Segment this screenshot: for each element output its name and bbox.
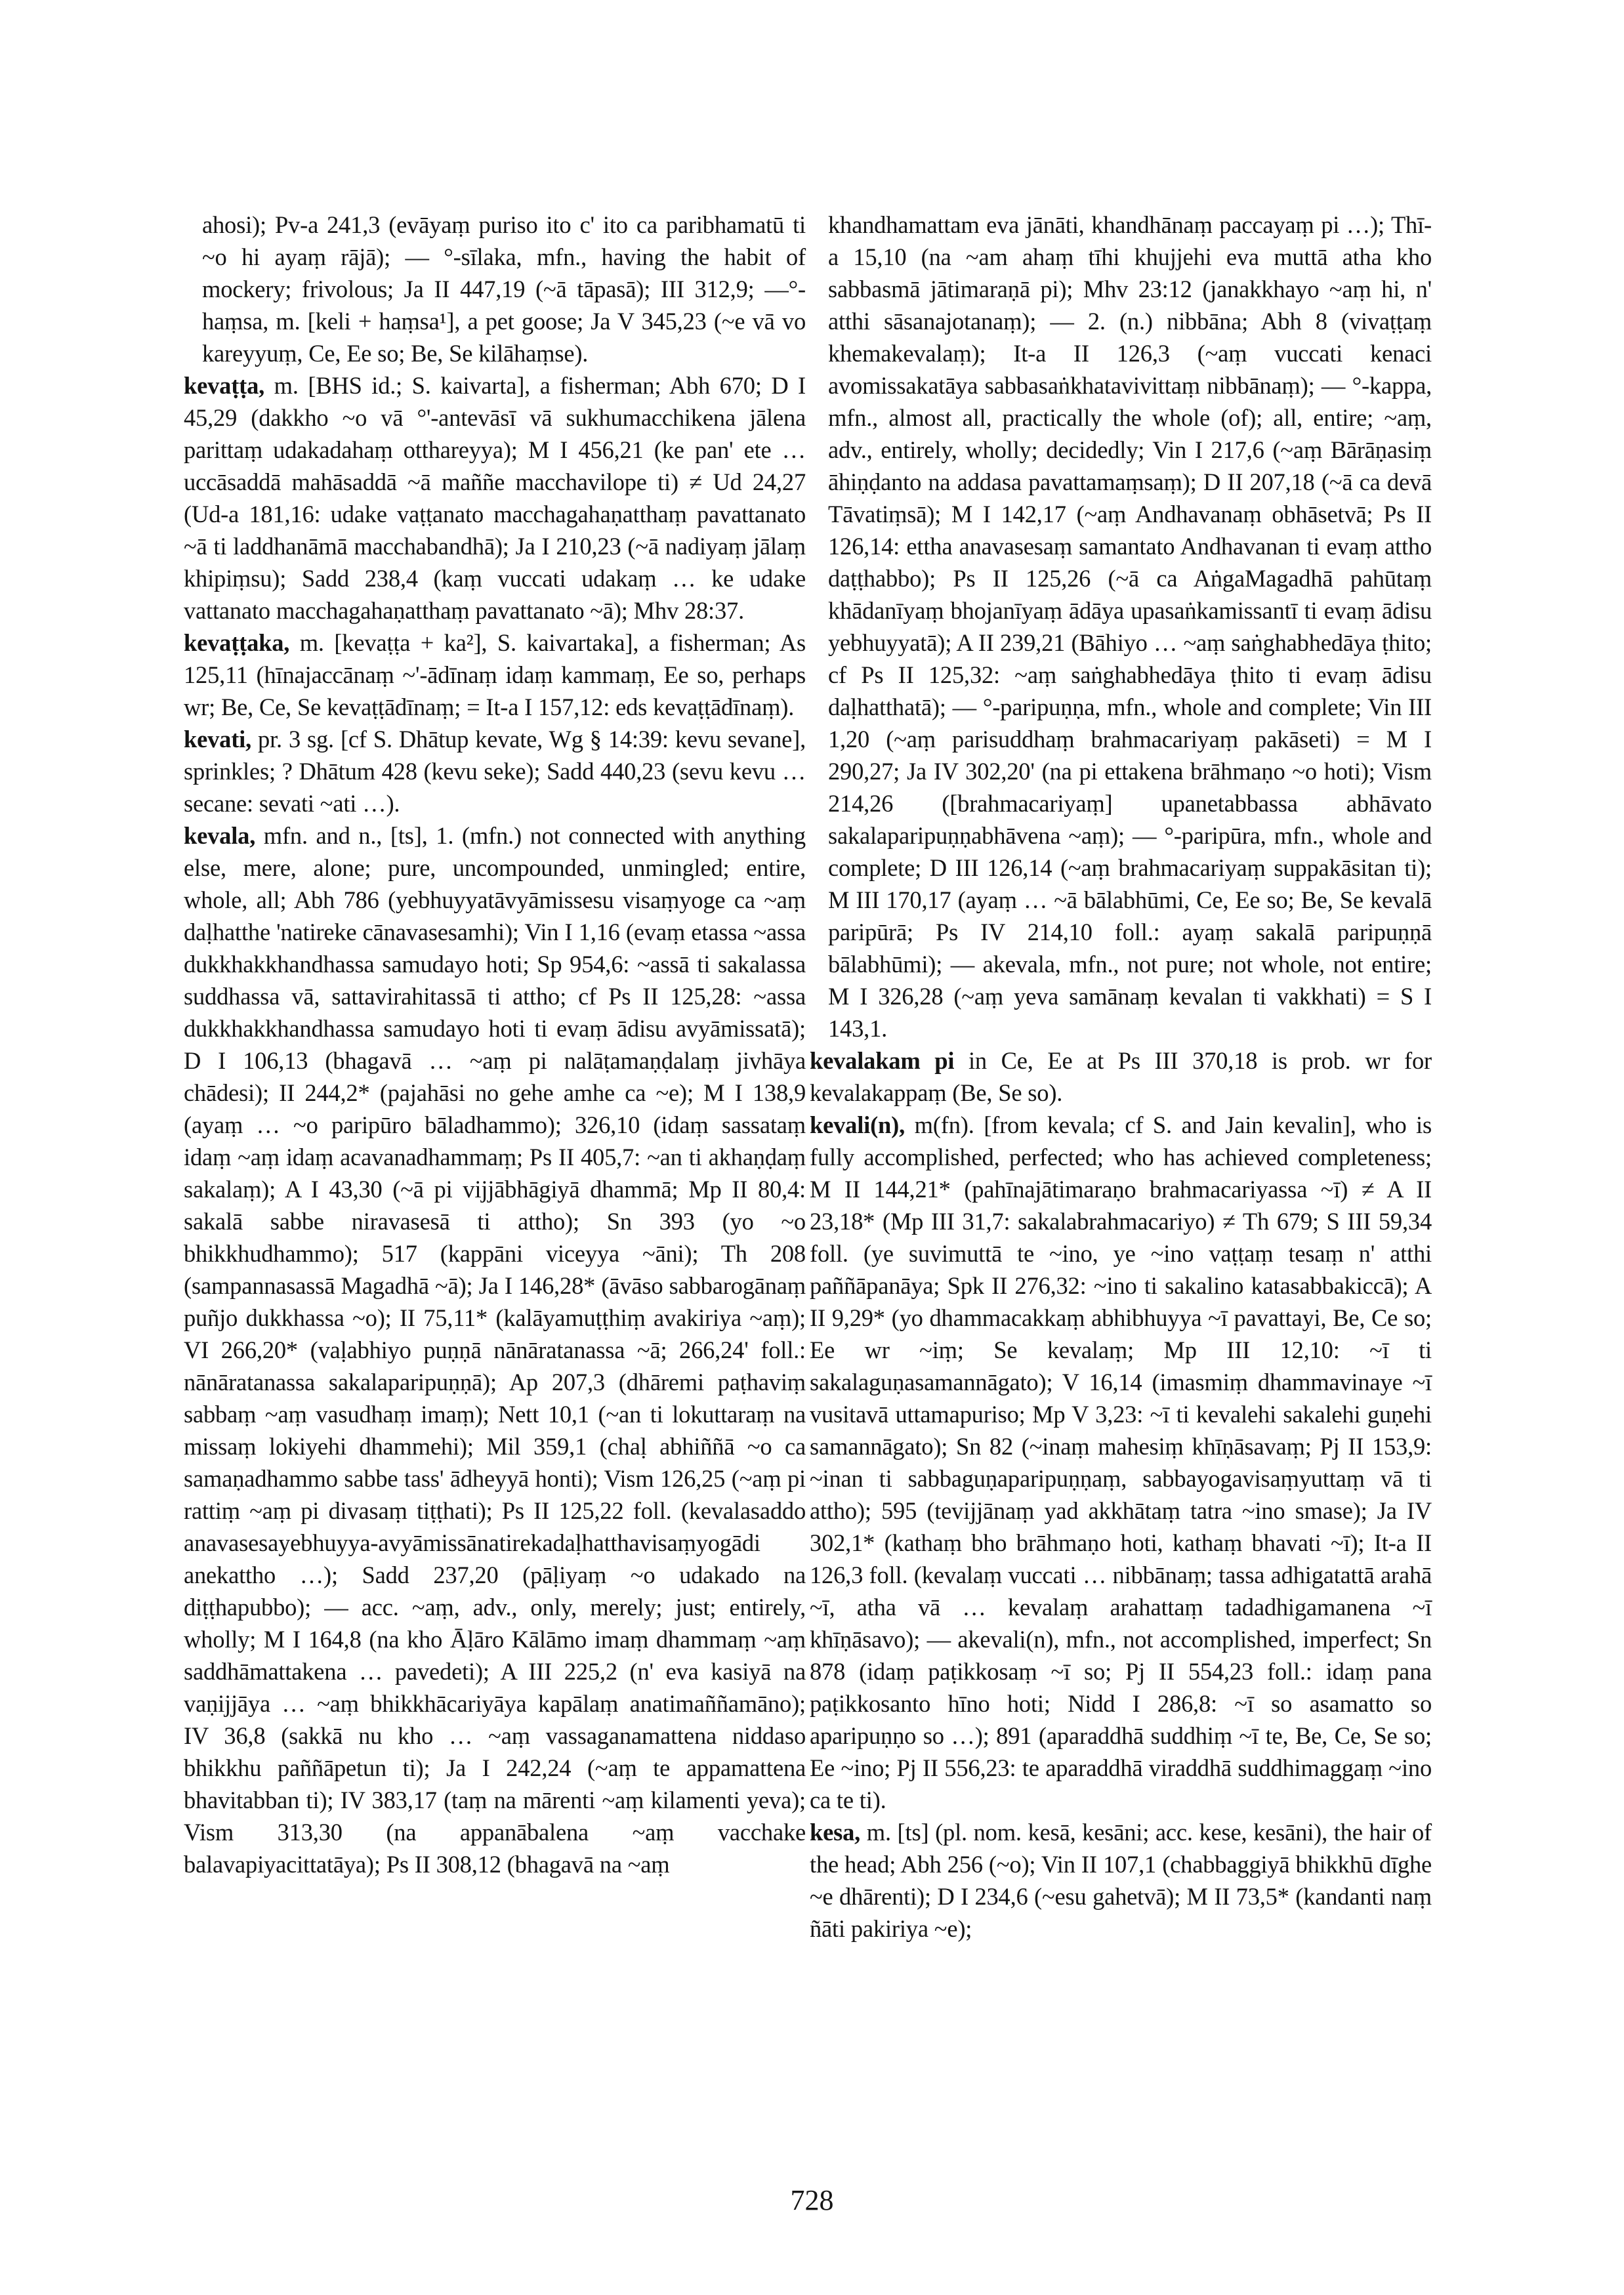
right-column bbox=[810, 209, 1432, 1945]
entry-kesa: kesa, m. [ts] (pl. nom. kesā, kesāni; acc. kese, kesāni), the hair of the head; Abh 256 (~o); Vin II 107,1 (chabbaggiyā bhikkhū dīghe ~e dhārenti); D I 234,6 (~esu gahetvā); M II 73,5* (kandanti naṃ ñāti pakiriya ~e); bbox=[810, 1819, 1432, 1942]
entry-kevalakam-pi: kevalakam pi in Ce, Ee at Ps III 370,18 is prob. wr for kevalakappaṃ (Be, Se so). bbox=[810, 1047, 1432, 1106]
entry-kevati: kevati, pr. 3 sg. [cf S. Dhātup kevate, Wg § 14:39: kevu sevane], sprinkles; ? Dhātum 428 (kevu seke); Sadd 440,23 (sevu kevu … secane: sevati ~ati …). bbox=[184, 726, 806, 817]
entry-kevattaka: kevaṭṭaka, m. [kevaṭṭa + ka²], S. kaivartaka], a fisherman; As 125,11 (hīnajaccānaṃ ~'-ādīnaṃ idaṃ kammaṃ, Ee so, perhaps wr; Be, Ce, Se kevaṭṭādīnaṃ; = It-a I 157,12: eds kevaṭṭādīnaṃ). bbox=[184, 629, 806, 720]
page-number: 728 bbox=[790, 2184, 834, 2216]
entry-continued: khandhamattam eva jānāti, khandhānaṃ paccayaṃ pi …); Thī-a 15,10 (na ~am ahaṃ tīhi khujjehi eva muttā atha kho sabbasmā jātimaraṇā pi); Mhv 23:12 (janakkhayo ~aṃ hi, n' atthi sāsanajotanaṃ); — 2. (n.) nibbāna; Abh 8 (vivaṭṭaṃ khemakevalaṃ); It-a II 126,3 (~aṃ vuccati kenaci avomissakatāya sabbasaṅkhatavivittaṃ nibbānaṃ); — °-kappa, mfn., almost all, practically the whole (of); all, entire; ~aṃ, adv., entirely, wholly; decidedly; Vin I 217,6 (~aṃ Bārāṇasiṃ āhiṇḍanto na addasa pavattamaṃsaṃ); D II 207,18 (~ā ca devā Tāvatiṃsā); M I 142,17 (~aṃ Andhavanaṃ obhāsetvā; Ps II 126,14: ettha anavasesaṃ samantato Andhavanan ti evaṃ attho daṭṭhabbo); Ps II 125,26 (~ā ca AṅgaMagadhā pahūtaṃ khādanīyaṃ bhojanīyaṃ ādāya upasaṅkamissantī ti evaṃ ādisu yebhuyyatā); A II 239,21 (Bāhiyo … ~aṃ saṅghabhedāya ṭhito; cf Ps II 125,32: ~aṃ saṅghabhedāya ṭhito ti evaṃ ādisu daḷhatthatā); — °-paripuṇṇa, mfn., whole and complete; Vin III 1,20 (~aṃ parisuddhaṃ brahmacariyaṃ pakāseti) = M I 290,27; Ja IV 302,20' (na pi ettakena brāhmaṇo ~o hoti); Vism 214,26 ([brahmacariyaṃ] upanetabbassa abhāvato sakalaparipuṇṇabhāvena ~aṃ); — °-paripūra, mfn., whole and complete; D III 126,14 (~aṃ brahmacariyaṃ suppakāsitan ti); M III 170,17 (ayaṃ … ~ā bālabhūmi, Ce, Ee so; Be, Se kevalā paripūrā; Ps IV 214,10 foll.: ayaṃ sakalā paripuṇṇā bālabhūmi); — akevala, mfn., not pure; not whole, not entire; M I 326,28 (~aṃ yeva samānaṃ kevalan ti vakkhati) = S I 143,1. bbox=[828, 211, 1432, 1042]
entry-kevala: kevala, mfn. and n., [ts], 1. (mfn.) not connected with anything else, mere, alone; pure, uncompounded, unmingled; entire, whole, all; Abh 786 (yebhuyyatāvyāmissesu visaṃyoge ca ~aṃ daḷhatthe 'natireke cānavasesamhi); Vin I 1,16 (evaṃ etassa ~assa dukkhakkhandhassa samudayo hoti; Sp 954,6: ~assā ti sakalassa suddhassa vā, sattavirahitassā ti attho; cf Ps II 125,28: ~assa dukkhakkhandhassa samudayo hoti ti evaṃ ādisu avyāmissatā); D I 106,13 (bhagavā … ~aṃ pi nalāṭamaṇḍalaṃ jivhāya chādesi); II 244,2* (pajahāsi no gehe amhe ca ~e); M I 138,9 (ayaṃ … ~o paripūro bāladhammo); 326,10 (idaṃ sassataṃ idaṃ ~aṃ idaṃ acavanadhammaṃ; Ps II 405,7: ~an ti akhaṇḍaṃ sakalaṃ); A I 43,30 (~ā pi vijjābhāgiyā dhammā; Mp II 80,4: sakalā sabbe niravasesā ti attho); Sn 393 (yo ~o bhikkhudhammo); 517 (kappāni viceyya ~āni); Th 208 (sampannasassā Magadhā ~ā); Ja I 146,28* (āvāso sabbarogānaṃ puñjo dukkhassa ~o); II 75,11* (kalāyamuṭṭhiṃ avakiriya ~aṃ); VI 266,20* (vaḷabhiyo puṇṇā nānāratanassa ~ā; 266,24' foll.: nānāratanassa sakalaparipuṇṇā); Ap 207,3 (dhāremi paṭhaviṃ sabbaṃ ~aṃ vasudhaṃ imaṃ); Nett 10,1 (~an ti lokuttaraṃ na missaṃ lokiyehi dhammehi); Mil 359,1 (chaḷ abhiññā ~o ca samaṇadhammo sabbe tass' ādheyyā honti); Vism 126,25 (~aṃ pi rattiṃ ~aṃ pi divasaṃ tiṭṭhati); Ps II 125,22 foll. (kevalasaddo anavasesayebhuyya-avyāmissānatirekadaḷhatthavisaṃyogādi anekattho …); Sadd 237,20 (pāḷiyaṃ ~o udakado na diṭṭhapubbo); — acc. ~aṃ, adv., only, merely; just; entirely, wholly; M I 164,8 (na kho Āḷāro Kālāmo imaṃ dhammaṃ ~aṃ saddhāmattakena … pavedeti); A III 225,2 (n' eva kasiyā na vaṇijjāya … ~aṃ bhikkhācariyāya kapālaṃ anatimaññamāno); IV 36,8 (sakkā nu kho … ~aṃ vassaganamattena niddaso bhikkhu paññāpetun ti); Ja I 242,24 (~aṃ te appamattena bhavitabban ti); IV 383,17 (taṃ na mārenti ~aṃ kilamenti yeva); Vism 313,30 (na appanābalena ~aṃ vacchake balavapiyacittatāya); Ps II 308,12 (bhagavā na ~aṃ bbox=[184, 822, 806, 1878]
entry-continued: ahosi); Pv-a 241,3 (evāyaṃ puriso ito c' ito ca paribhamatū ti ~o hi ayaṃ rājā); — °-sīlaka, mfn., having the habit of mockery; frivolous; Ja II 447,19 (~ā tāpasā); III 312,9; —°-haṃsa, m. [keli + haṃsa¹], a pet goose; Ja V 345,23 (~e vā vo kareyyuṃ, Ce, Ee so; Be, Se kilāhaṃse). bbox=[202, 211, 806, 367]
entry-kevatta: kevaṭṭa, m. [BHS id.; S. kaivarta], a fisherman; Abh 670; D I 45,29 (dakkho ~o vā °'-antevāsī vā sukhumacchikena jālena parittaṃ udakadahaṃ otthareyya); M I 456,21 (ke pan' ete … uccāsaddā mahāsaddā ~ā maññe macchavilope ti) ≠ Ud 24,27 (Ud-a 181,16: udake vaṭṭanato macchagahaṇatthaṃ pavattanato ~ā ti laddhanāmā macchabandhā); Ja I 210,23 (~ā nadiyaṃ jālaṃ khipiṃsu); Sadd 238,4 (kaṃ vuccati udakaṃ … ke udake vattanato macchagahaṇatthaṃ pavattanato ~ā); Mhv 28:37. bbox=[184, 372, 806, 624]
entry-kevalin: kevali(n), m(fn). [from kevala; cf S. and Jain kevalin], who is fully accomplished, perfected; who has achieved completeness; M II 144,21* (pahīnajātimaraṇo brahmacariyassa ~ī) ≠ A II 23,18* (Mp III 31,7: sakalabrahmacariyo) ≠ Th 679; S III 59,34 foll. (ye suvimuttā te ~ino, ye ~ino vaṭṭaṃ tesaṃ n' atthi paññāpanāya; Spk II 276,32: ~ino ti sakalino katasabbakiccā); A II 9,29* (yo dhammacakkaṃ abhibhuyya ~ī pavattayi, Be, Ce so; Ee wr ~iṃ; Se kevalaṃ; Mp III 12,10: ~ī ti sakalaguṇasamannāgato); V 16,14 (imasmiṃ dhammavinaye ~ī vusitavā uttamapuriso; Mp V 3,23: ~ī ti kevalehi sakalehi guṇehi samannāgato); Sn 82 (~inaṃ mahesiṃ khīṇāsavaṃ; Pj II 153,9: ~inan ti sabbaguṇaparipuṇṇaṃ, sabbayogavisaṃyuttaṃ vā ti attho); 595 (tevijjānaṃ yad akkhātaṃ tatra ~ino smase); Ja IV 302,1* (kathaṃ bho brāhmaṇo hoti, kathaṃ bhavati ~ī); It-a II 126,3 foll. (kevalaṃ vuccati … nibbānaṃ; tassa adhigatattā arahā ~ī, atha vā … kevalaṃ arahattaṃ tadadhigamanena ~ī khīṇāsavo); — akevali(n), mfn., not accomplished, imperfect; Sn 878 (idaṃ paṭikkosaṃ ~ī so; Pj II 554,23 foll.: idaṃ pana paṭikkosanto hīno hoti; Nidd I 286,8: ~ī so asamatto so aparipuṇṇo so …); 891 (aparaddhā suddhiṃ ~ī te, Be, Ce, Se so; Ee ~ino; Pj II 556,23: te aparaddhā viraddhā suddhimaggaṃ ~ino ca te ti). bbox=[810, 1111, 1432, 1813]
left-column bbox=[184, 209, 806, 1880]
